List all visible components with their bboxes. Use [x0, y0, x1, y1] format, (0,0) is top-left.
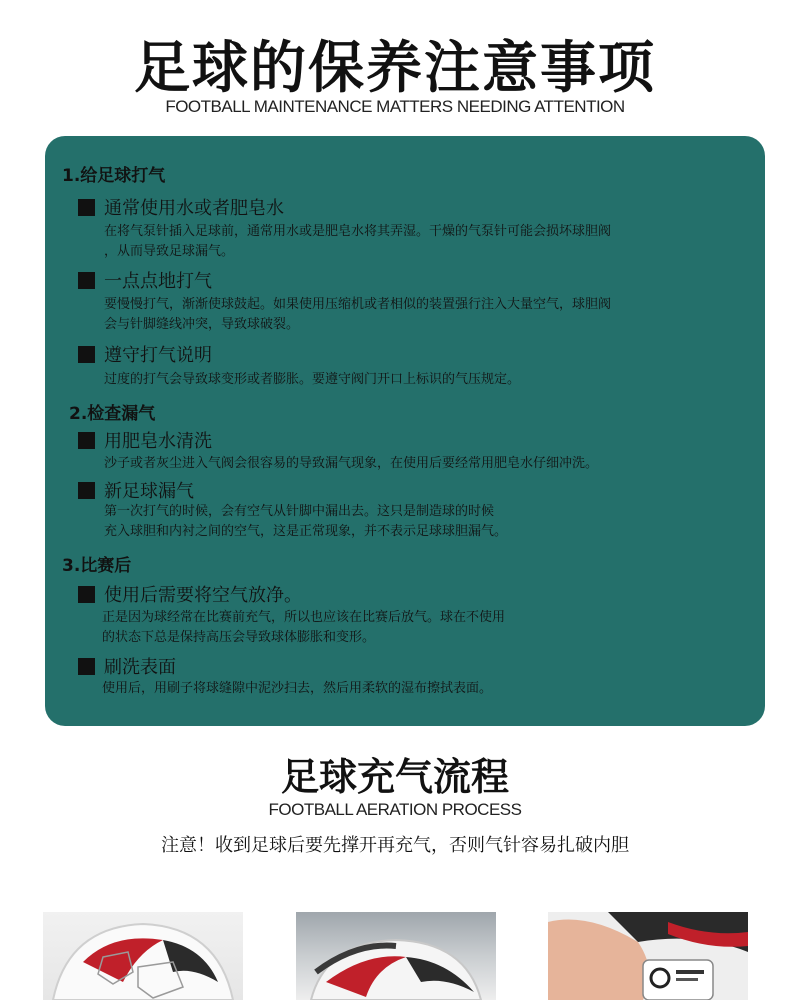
item-body: 过度的打气会导致球变形或者膨胀。要遵守阀门开口上标识的气压规定。 [104, 372, 521, 387]
photo-ball-step-3 [548, 912, 748, 1000]
section-heading-inflate: 1.给足球打气 [62, 166, 166, 186]
item-body: 沙子或者灰尘进入气阀会很容易的导致漏气现象，在使用后要经常用肥皂水仔细冲洗。 [104, 456, 599, 471]
item-body: 要慢慢打气，渐渐使球鼓起。如果使用压缩机或者相似的装置强行注入大量空气，球胆阀 会与针脚缝线冲突，导致球破裂。 [104, 297, 612, 332]
bullet-square-icon [78, 199, 95, 216]
bullet-square-icon [78, 586, 95, 603]
section-heading-after-match: 3.比赛后 [62, 556, 132, 576]
page-subtitle: FOOTBALL MAINTENANCE MATTERS NEEDING ATTENTION [165, 97, 625, 116]
item-title: 一点点地打气 [78, 267, 212, 293]
bullet-square-icon [78, 658, 95, 675]
item-title: 遵守打气说明 [78, 341, 212, 367]
item-body: 使用后，用刷子将球缝隙中泥沙扫去，然后用柔软的湿布擦拭表面。 [102, 681, 493, 696]
item-body: 第一次打气的时候，会有空气从针脚中漏出去。这只是制造球的时候 充入球胆和内衬之间的空气，这是正常现象，并不表示足球球胆漏气。 [104, 504, 508, 539]
photo-ball-step-1 [43, 912, 243, 1000]
process-title: 足球充气流程 [280, 755, 509, 799]
bullet-square-icon [78, 432, 95, 449]
bullet-square-icon [78, 482, 95, 499]
item-title: 用肥皂水清洗 [78, 427, 212, 453]
item-body: 在将气泵针插入足球前，通常用水或是肥皂水将其弄湿。干燥的气泵针可能会损坏球胆阀 ，从而导致足球漏气。 [104, 224, 612, 259]
item-title: 使用后需要将空气放净。 [78, 581, 302, 607]
page-title: 足球的保养注意事项 [134, 36, 656, 101]
item-body: 正是因为球经常在比赛前充气，所以也应该在比赛后放气。球在不使用 的状态下总是保持高压会导致球体膨胀和变形。 [102, 610, 506, 645]
process-subtitle: FOOTBALL AERATION PROCESS [268, 800, 522, 819]
section-heading-leak-check: 2.检查漏气 [69, 404, 156, 424]
maintenance-panel [45, 136, 765, 726]
process-notice: 注意！收到足球后要先撑开再充气，否则气针容易扎破内胆 [161, 835, 629, 856]
item-title: 通常使用水或者肥皂水 [78, 194, 284, 220]
item-title: 刷洗表面 [78, 653, 176, 679]
item-title: 新足球漏气 [78, 477, 194, 503]
bullet-square-icon [78, 346, 95, 363]
photo-ball-step-2 [296, 912, 496, 1000]
bullet-square-icon [78, 272, 95, 289]
